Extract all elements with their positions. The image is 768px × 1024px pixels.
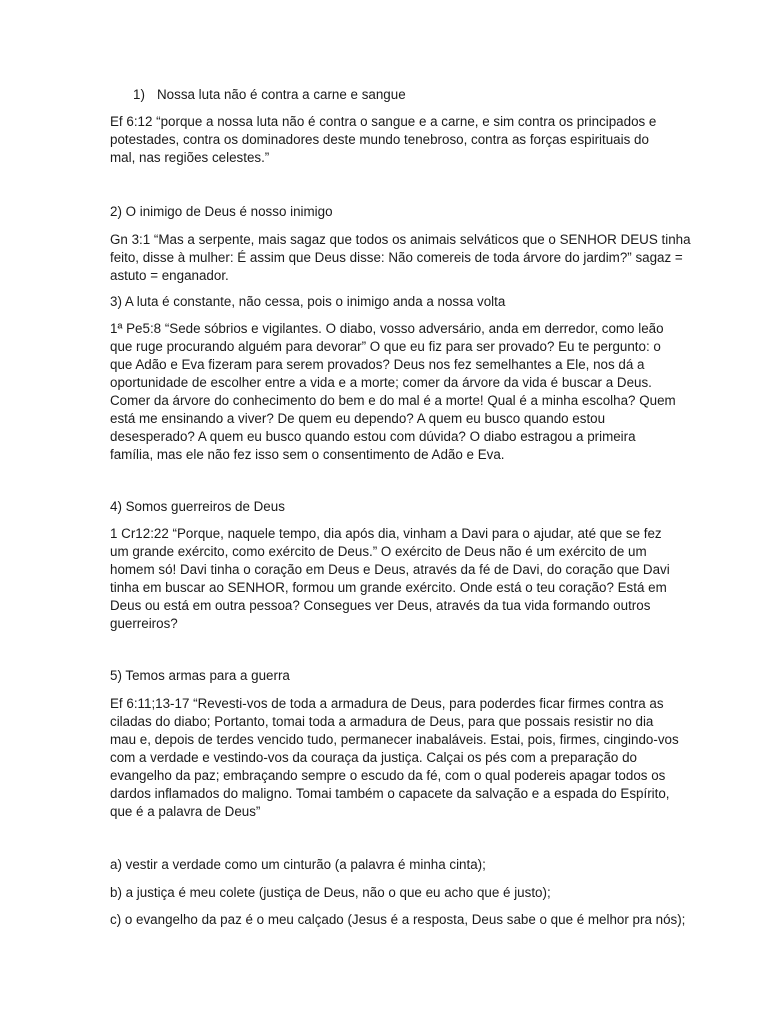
list-item-a: a) vestir a verdade como um cinturão (a palavra é minha cinta); [110,857,486,872]
paragraph-1 [110,113,657,167]
paragraph-line: mal, nas regiões celestes.” [110,150,270,165]
list-item-b: b) a justiça é meu colete (justiça de Deus, não o que eu acho que é justo); [110,885,551,900]
heading-2: 2) O inimigo de Deus é nosso inimigo [110,204,333,219]
paragraph-line: oportunidade de escolher entre a vida e a morte; comer da árvore da vida é buscar a Deus. [110,375,652,390]
paragraph-line: homem só! Davi tinha o coração em Deus e Deus, através da fé de Davi, do coração que Davi [110,562,670,577]
paragraph-line: tinha em buscar ao SENHOR, formou um grande exército. Onde está o teu coração? Está em [110,580,667,595]
paragraph-4 [110,525,670,633]
paragraph-line: 1 Cr12:22 “Porque, naquele tempo, dia após dia, vinham a Davi para o ajudar, até que se fez [110,526,662,541]
paragraph-line: guerreiros? [110,616,178,631]
list-item-c: c) o evangelho da paz é o meu calçado (Jesus é a resposta, Deus sabe o que é melhor pra nós); [110,912,686,927]
paragraph-line: astuto = enganador. [110,268,229,283]
paragraph-line: 1ª Pe5:8 “Sede sóbrios e vigilantes. O diabo, vosso adversário, anda em derredor, como leão [110,321,664,336]
paragraph-line: Ef 6:12 “porque a nossa luta não é contra o sangue e a carne, e sim contra os principados e [110,114,657,129]
paragraph-line: Ef 6:11;13-17 “Revesti-vos de toda a armadura de Deus, para poderdes ficar firmes contra as [110,696,664,711]
paragraph-2 [110,231,691,285]
paragraph-line: Comer da árvore do conhecimento do bem e do mal é a morte! Qual é a minha escolha? Quem [110,393,676,408]
paragraph-line: está me ensinando a viver? De quem eu dependo? A quem eu busco quando estou [110,411,606,426]
heading-3: 3) A luta é constante, não cessa, pois o inimigo anda a nossa volta [110,294,506,309]
paragraph-line: um grande exército, como exército de Deus.” O exército de Deus não é um exército de um [110,544,647,559]
heading-5: 5) Temos armas para a guerra [110,668,290,683]
paragraph-5 [110,695,679,821]
heading-1-text: Nossa luta não é contra a carne e sangue [157,87,406,102]
paragraph-3 [110,320,676,464]
heading-4: 4) Somos guerreiros de Deus [110,499,285,514]
paragraph-line: que Adão e Eva fizeram para serem provados? Deus nos fez semelhantes a Ele, nos dá a [110,357,645,372]
paragraph-line: família, mas ele não fez isso sem o consentimento de Adão e Eva. [110,447,505,462]
paragraph-line: evangelho da paz; embraçando sempre o escudo da fé, com o qual podereis apagar todos os [110,768,666,783]
paragraph-line: mau e, depois de terdes vencido tudo, permanecer inabaláveis. Estai, pois, firmes, cingindo-vos [110,732,679,747]
paragraph-line: potestades, contra os dominadores deste mundo tenebroso, contra as forças espirituais do [110,132,649,147]
paragraph-line: ciladas do diabo; Portanto, tomai toda a armadura de Deus, para que possais resistir no dia [110,714,654,729]
paragraph-line: Deus ou está em outra pessoa? Consegues ver Deus, através da tua vida formando outros [110,598,651,613]
heading-1-number: 1) [133,87,145,102]
paragraph-line: que ruge procurando alguém para devorar” O que eu fiz para ser provado? Eu te pergunto: o [110,339,661,354]
paragraph-line: dardos inflamados do maligno. Tomai também o capacete da salvação e a espada do Espírito, [110,786,670,801]
paragraph-line: feito, disse à mulher: É assim que Deus disse: Não comereis de toda árvore do jardim?” sagaz = [110,250,683,265]
paragraph-line: Gn 3:1 “Mas a serpente, mais sagaz que todos os animais selváticos que o SENHOR DEUS tinha [110,232,691,247]
heading-1 [133,86,673,104]
paragraph-line: desesperado? A quem eu busco quando estou com dúvida? O diabo estragou a primeira [110,429,636,444]
paragraph-line: com a verdade e vestindo-vos da couraça da justiça. Calçai os pés com a preparação do [110,750,637,765]
paragraph-line: que é a palavra de Deus” [110,804,261,819]
